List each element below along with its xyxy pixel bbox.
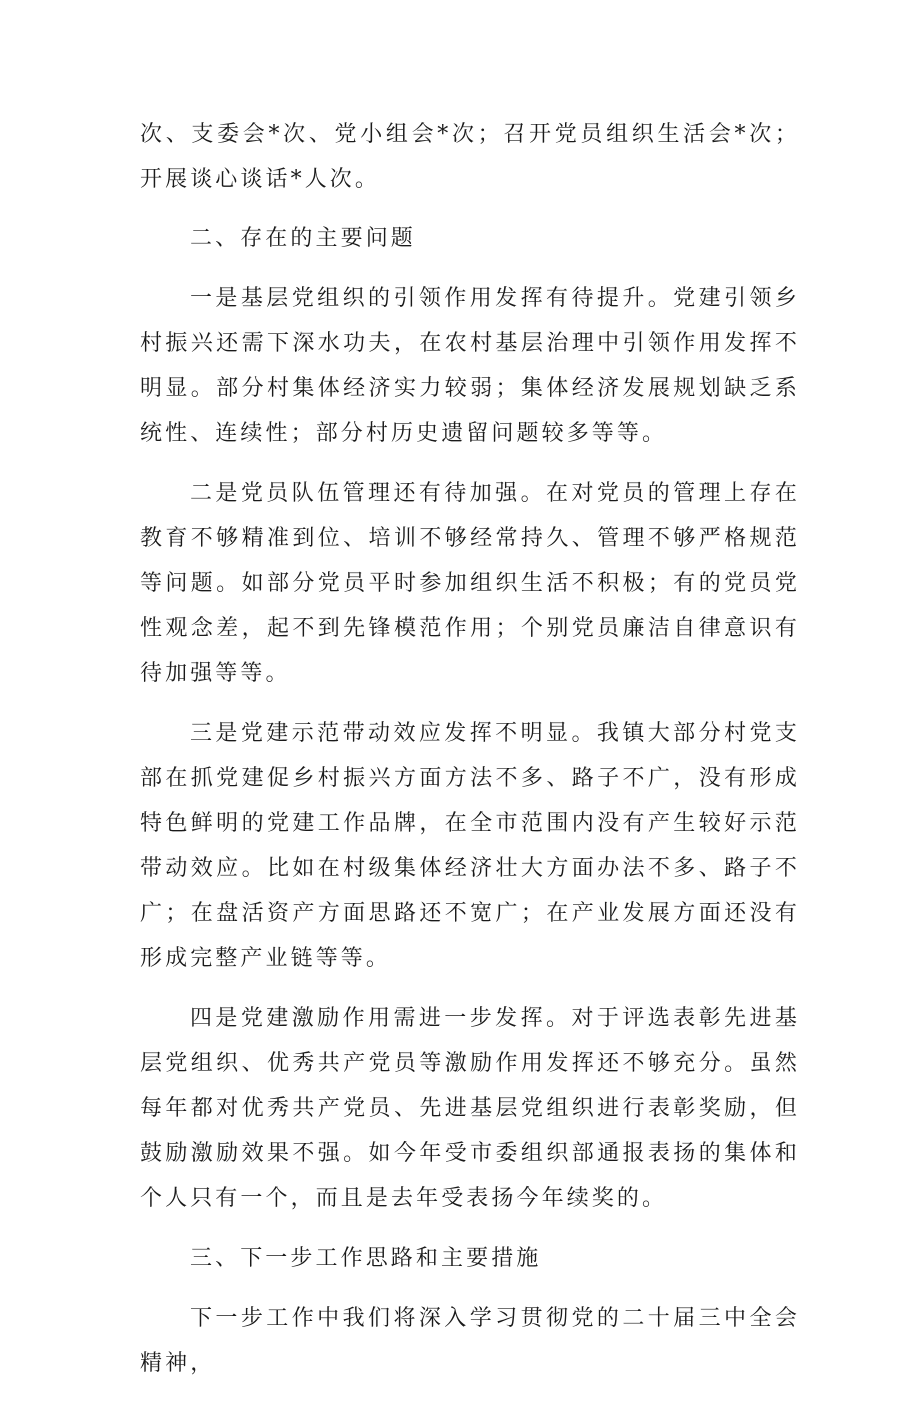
paragraph-continuation: 次、支委会*次、党小组会*次；召开党员组织生活会*次；开展谈心谈话*人次。 — [140, 122, 800, 192]
paragraph-next-steps-intro: 下一步工作中我们将深入学习贯彻党的二十届三中全会精神， — [140, 1306, 800, 1376]
document-body — [140, 112, 800, 1401]
paragraph-problem-1: 一是基层党组织的引领作用发挥有待提升。党建引领乡村振兴还需下深水功夫，在农村基层治理中引领作用发挥不明显。部分村集体经济实力较弱；集体经济发展规划缺乏系统性、连续性；部分村历史遗留问题较多等等。 — [140, 286, 800, 446]
paragraph-problem-2: 二是党员队伍管理还有待加强。在对党员的管理上存在教育不够精准到位、培训不够经常持久、管理不够严格规范等问题。如部分党员平时参加组织生活不积极；有的党员党性观念差，起不到先锋模范作用；个别党员廉洁自律意识有待加强等等。 — [140, 481, 800, 686]
section-heading-existing-problems: 二、存在的主要问题 — [190, 226, 416, 251]
paragraph-problem-3: 三是党建示范带动效应发挥不明显。我镇大部分村党支部在抓党建促乡村振兴方面方法不多、路子不广，没有形成特色鲜明的党建工作品牌，在全市范围内没有产生较好示范带动效应。比如在村级集体经济壮大方面办法不多、路子不广；在盘活资产方面思路还不宽广；在产业发展方面还没有形成完整产业链等等。 — [140, 721, 800, 971]
section-heading-next-steps: 三、下一步工作思路和主要措施 — [190, 1246, 542, 1271]
paragraph-problem-4: 四是党建激励作用需进一步发挥。对于评选表彰先进基层党组织、优秀共产党员等激励作用发挥还不够充分。虽然每年都对优秀共产党员、先进基层党组织进行表彰奖励，但鼓励激励效果不强。如今年受市委组织部通报表扬的集体和个人只有一个，而且是去年受表扬今年续奖的。 — [140, 1006, 800, 1211]
